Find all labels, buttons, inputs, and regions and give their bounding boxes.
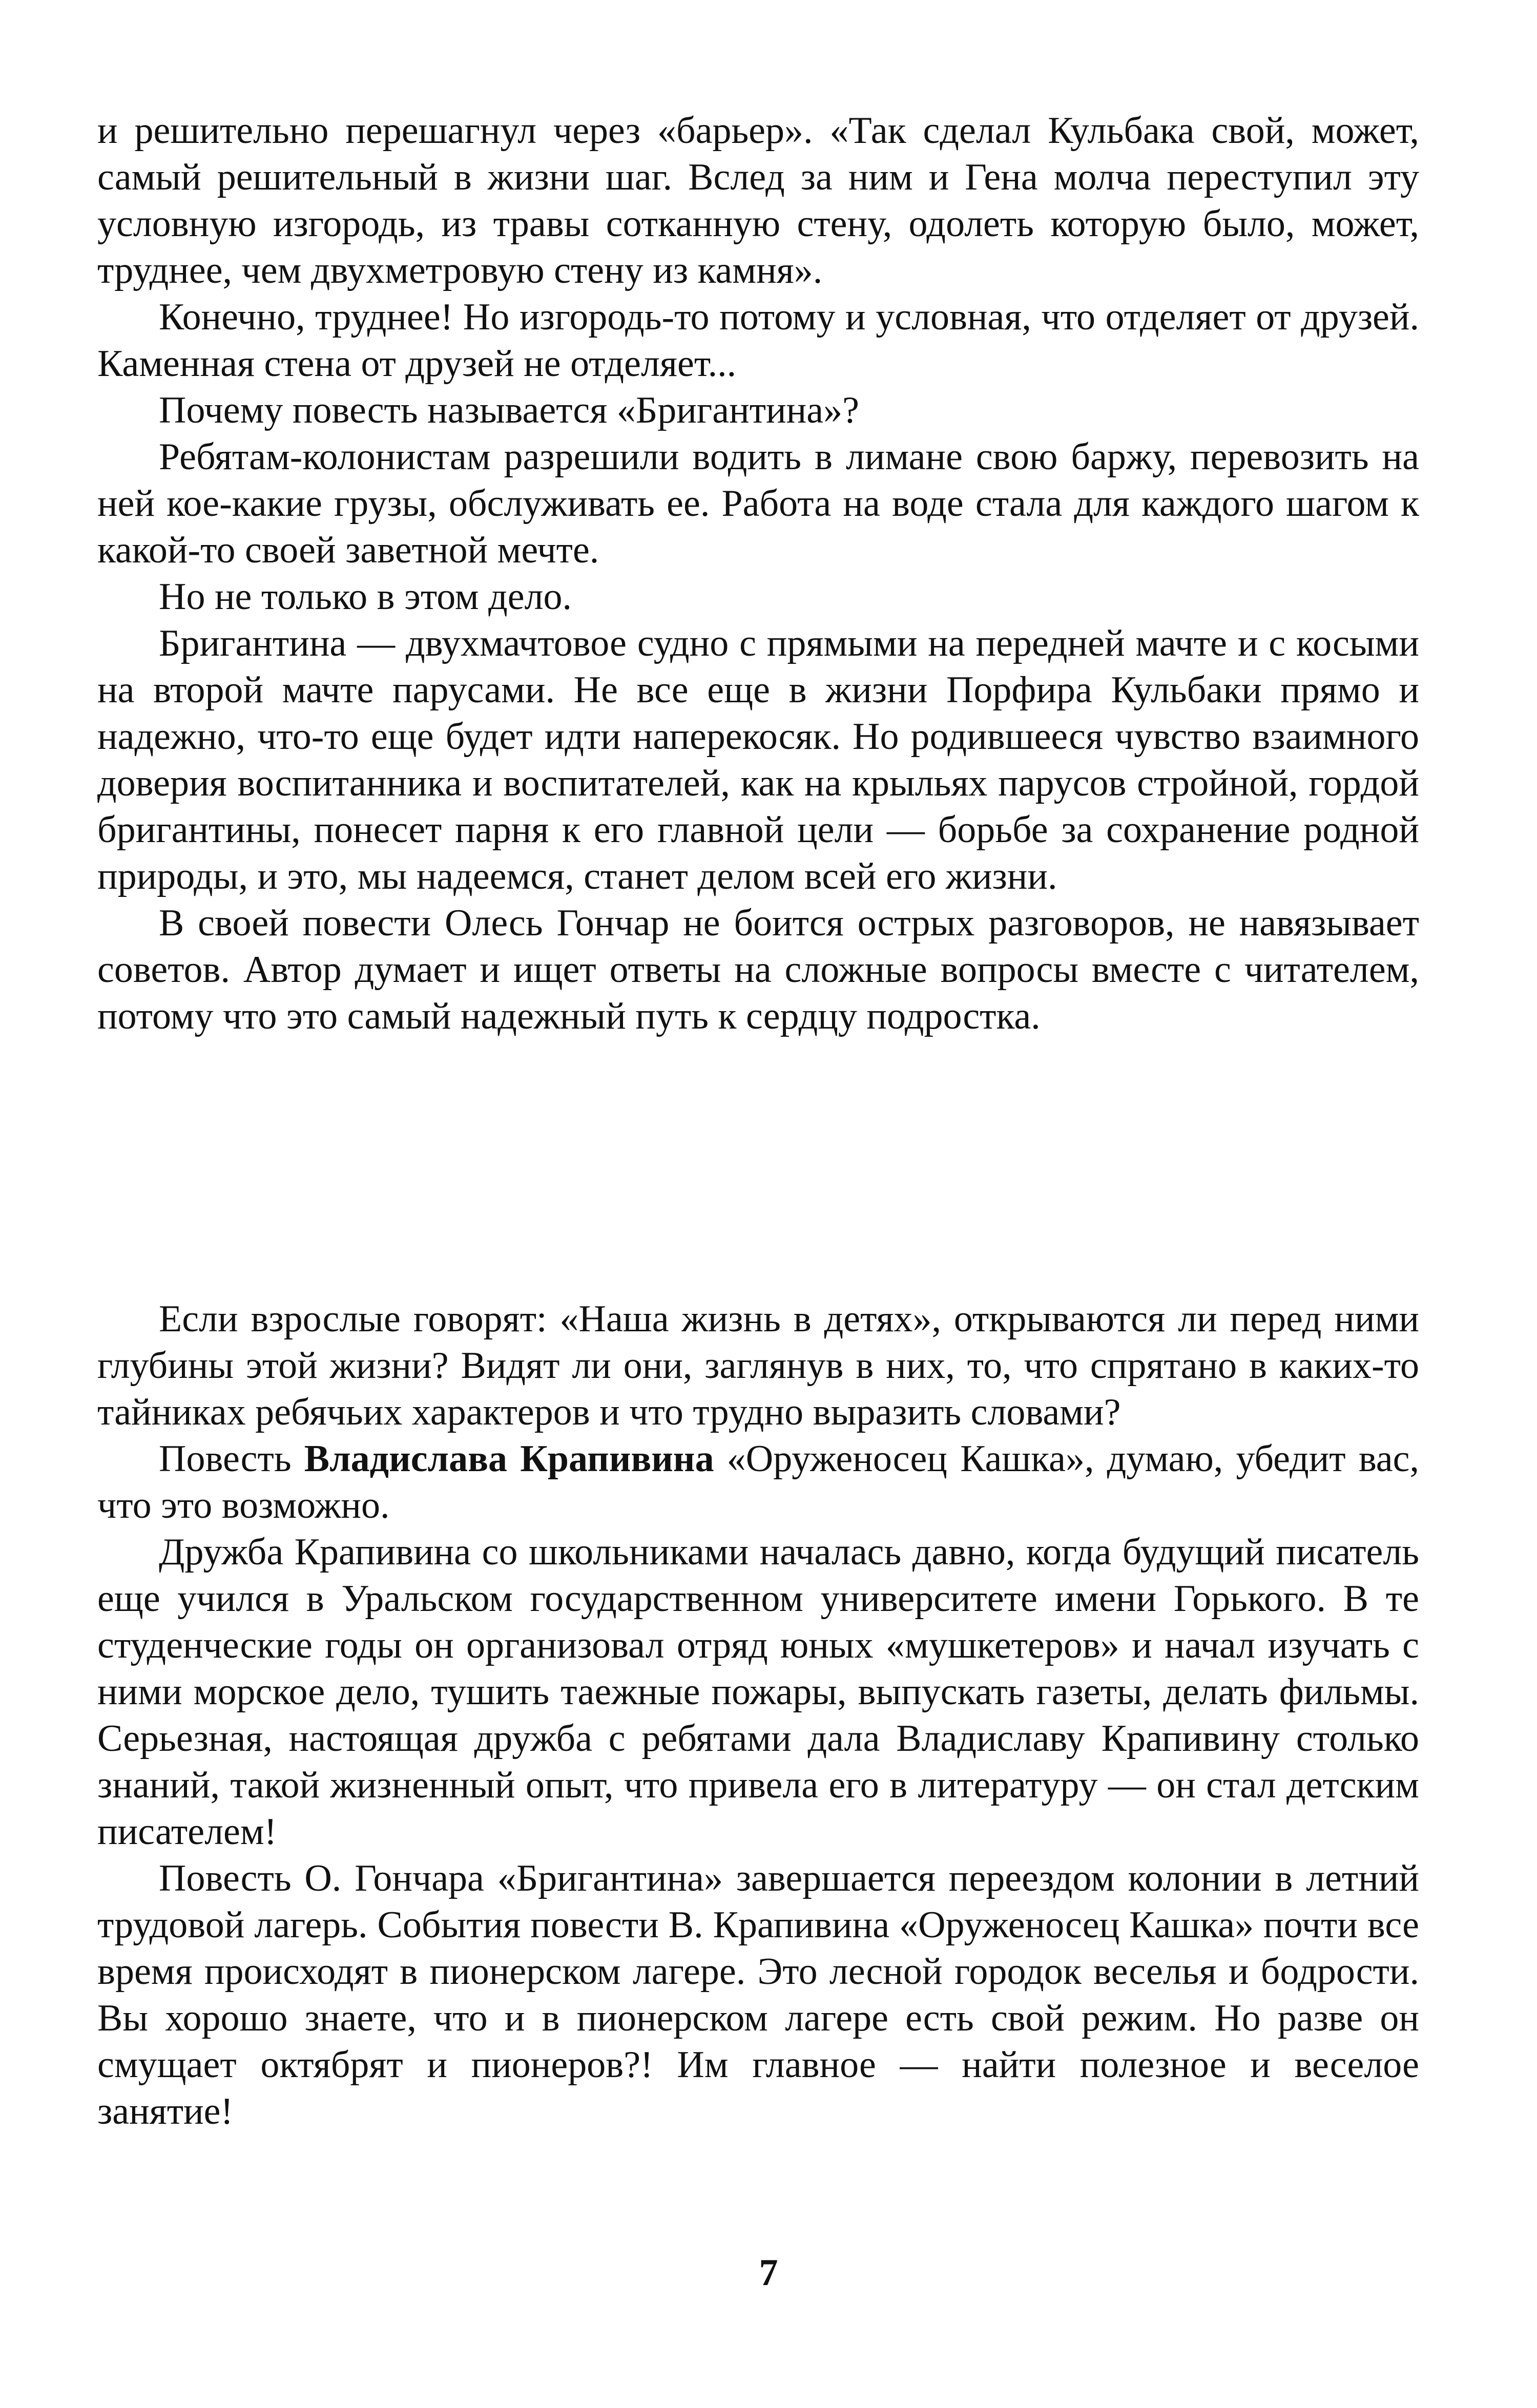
paragraph: Ребятам-колонистам разрешили водить в лимане свою баржу, перевозить на ней кое-какие грузы, обслуживать ее. Работа на воде стала для каждого шагом к какой-то своей заветной мечте. — [97, 436, 1419, 571]
text-section-kashka — [97, 1296, 1419, 2135]
paragraph: Бригантина — двухмачтовое судно с прямыми на передней мачте и с косыми на второй мачте парусами. Не все еще в жизни Порфира Кульбаки прямо и надежно, что-то еще будет идти наперекосяк. Но родившееся чувство взаимного доверия воспитанника и воспитателей, как на крыльях парусов стройной, гордой бригантины, понесет парня к его главной цели — борьбе за сохранение родной природы, и это, мы надеемся, станет делом всей его жизни. — [97, 622, 1419, 897]
paragraph-text: Повесть — [159, 1438, 304, 1480]
paragraph: Повесть О. Гончара «Бригантина» завершается переездом колонии в летний трудовой лагерь. События повести В. Крапивина «Оруженосец Кашка» почти все время происходят в пионерском лагере. Это лесной городок веселья и бодрости. Вы хорошо знаете, что и в пионерском лагере есть свой режим. Но разве он смущает октябрят и пионеров?! Им главное — найти полезное и веселое занятие! — [97, 1857, 1419, 2132]
paragraph: Конечно, труднее! Но изгородь-то потому и условная, что отделяет от друзей. Каменная стена от друзей не отделяет... — [97, 296, 1419, 385]
paragraph: и решительно перешагнул через «барьер». «Так сделал Кульбака свой, может, самый решительный в жизни шаг. Вслед за ним и Гена молча переступил эту условную изгородь, из травы сотканную стену, одолеть которую было, может, труднее, чем двухметровую стену из камня». — [97, 110, 1419, 291]
paragraph: Дружба Крапивина со школьниками началась давно, когда будущий писатель еще учился в Уральском государственном университете имени Горького. В те студенческие годы он организовал отряд юных «мушкетеров» и начал изучать с ними морское дело, тушить таежные пожары, выпускать газеты, делать фильмы. Серьезная, настоящая дружба с ребятами дала Владиславу Крапивину столько знаний, такой жизненный опыт, что привела его в литературу — он стал детским писателем! — [97, 1531, 1419, 1853]
paragraph: Если взрослые говорят: «Наша жизнь в детях», открываются ли перед ними глубины этой жизни? Видят ли они, заглянув в них, то, что спрятано в каких-то тайниках ребячьих характеров и что трудно выразить словами? — [97, 1298, 1419, 1433]
page-number: 7 — [759, 2252, 778, 2294]
paragraph-author — [97, 1436, 1419, 1529]
paragraph: Почему повесть называется «Бригантина»? — [159, 389, 859, 431]
paragraph: Но не только в этом дело. — [159, 576, 572, 618]
author-name: Владислава Крапивина — [304, 1438, 714, 1480]
text-section-brigantine — [97, 108, 1419, 1040]
paragraph: В своей повести Олесь Гончар не боится острых разговоров, не навязывает советов. Автор думает и ищет ответы на сложные вопросы вместе с читателем, потому что это самый надежный путь к сердцу подростка. — [97, 902, 1419, 1037]
paragraph-text: «Оруженосец Кашка», думаю, убедит вас, что это возможно. — [97, 1438, 1419, 1526]
